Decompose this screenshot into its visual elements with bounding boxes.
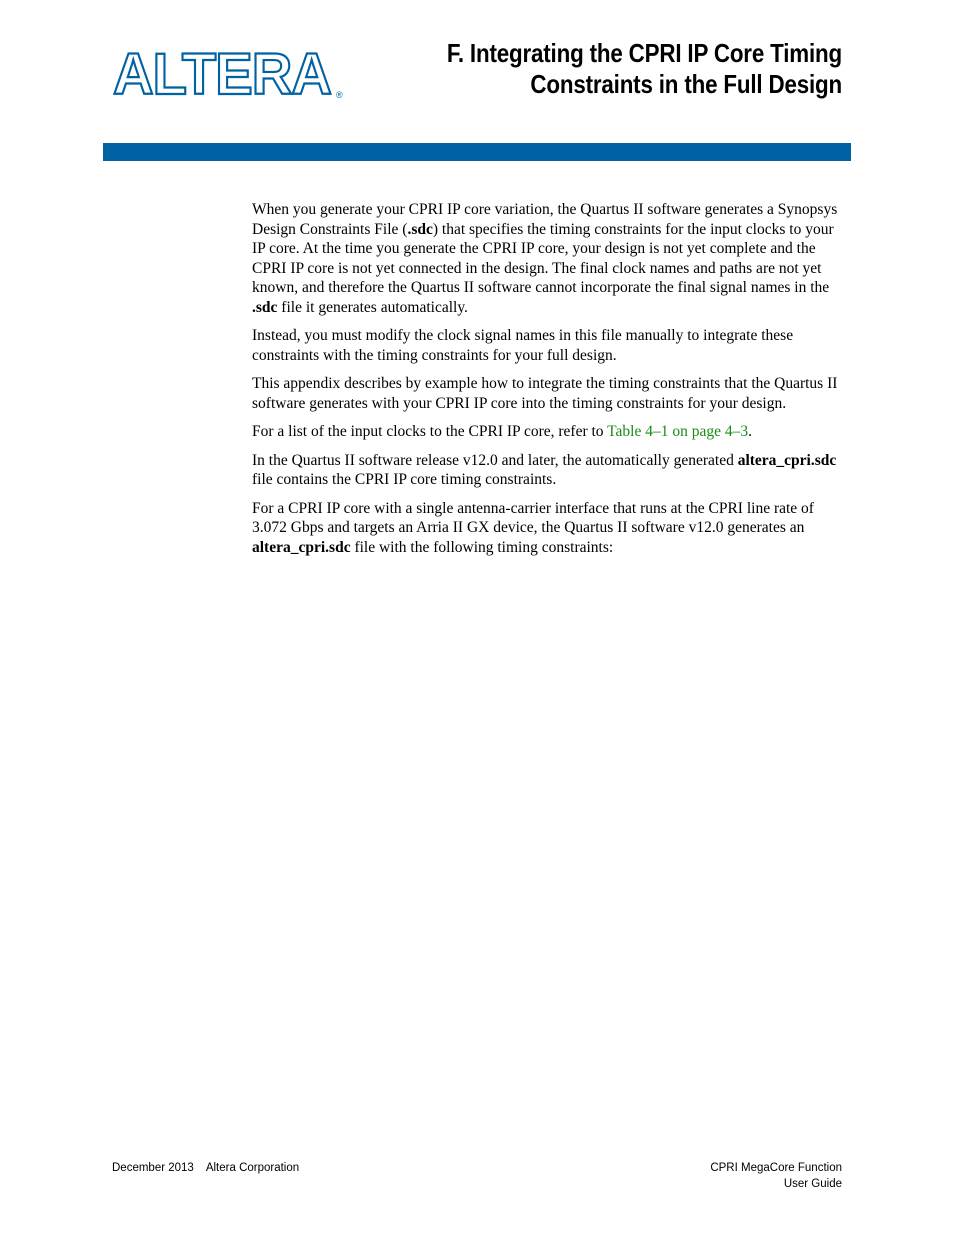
title-line-2: Constraints in the Full Design [530, 69, 842, 99]
title-line-1: F. Integrating the CPRI IP Core Timing [446, 38, 842, 68]
logo-text: ALTERA [113, 44, 332, 100]
p1-text-e: file it generates automatically. [277, 298, 468, 316]
body-text [252, 200, 844, 566]
registered-mark: ® [336, 90, 343, 100]
footer-company: Altera Corporation [205, 1162, 300, 1174]
altera-logo-icon [111, 44, 347, 100]
footer-right [710, 1160, 842, 1192]
p5-text-a: In the Quartus II software release v12.0 and later, the automatically generated [252, 451, 738, 469]
p4-text-a: For a list of the input clocks to the CPRI IP core, refer to [252, 423, 608, 440]
paragraph-2: Instead, you must modify the clock signal names in this file manually to integrate these constraints with the timing constraints for your full design. [252, 327, 794, 364]
p6-text-c: file with the following timing constraints: [350, 538, 614, 556]
p6-file-name: altera_cpri.sdc [252, 538, 351, 556]
paragraph-4 [252, 422, 844, 442]
page-title [360, 38, 842, 100]
footer-doc-type: User Guide [783, 1178, 842, 1190]
p1-file-ext-2: .sdc [252, 298, 278, 316]
p4-text-c: . [748, 423, 752, 440]
p1-text-a: When you generate your CPRI IP core variation, the Quartus II software generates a Synopsys Design Constraints File ( [252, 201, 838, 238]
header-rule [103, 143, 851, 161]
paragraph-5 [252, 451, 844, 490]
p6-text-a: For a CPRI IP core with a single antenna-carrier interface that runs at the CPRI line rate of 3.072 Gbps and targets an Arria II GX device, the Quartus II software v12.0 generates an [252, 499, 814, 536]
p1-file-ext: .sdc [407, 220, 433, 238]
header-rule-bar [103, 143, 851, 161]
footer-date: December 2013 [112, 1162, 194, 1174]
p5-text-c: file contains the CPRI IP core timing constraints. [252, 471, 557, 488]
p5-file-name: altera_cpri.sdc [737, 451, 837, 469]
table-reference-link[interactable]: Table 4–1 on page 4–3 [607, 423, 749, 440]
p1-text-c: ) that specifies the timing constraints for the input clocks to your IP core. At the time you generate the CPRI IP core, your design is not yet complete and the CPRI IP core is not yet connected in the design. The final clock names and paths are not yet known, and therefore the Quartus II software cannot incorporate the final signal names in the [252, 220, 834, 296]
paragraph-3: This appendix describes by example how to integrate the timing constraints that the Quartus II software generates with your CPRI IP core into the timing constraints for your design. [252, 375, 838, 412]
footer-left [112, 1160, 299, 1176]
paragraph-1 [252, 200, 844, 317]
footer-product: CPRI MegaCore Function [710, 1162, 842, 1174]
paragraph-6 [252, 499, 844, 558]
